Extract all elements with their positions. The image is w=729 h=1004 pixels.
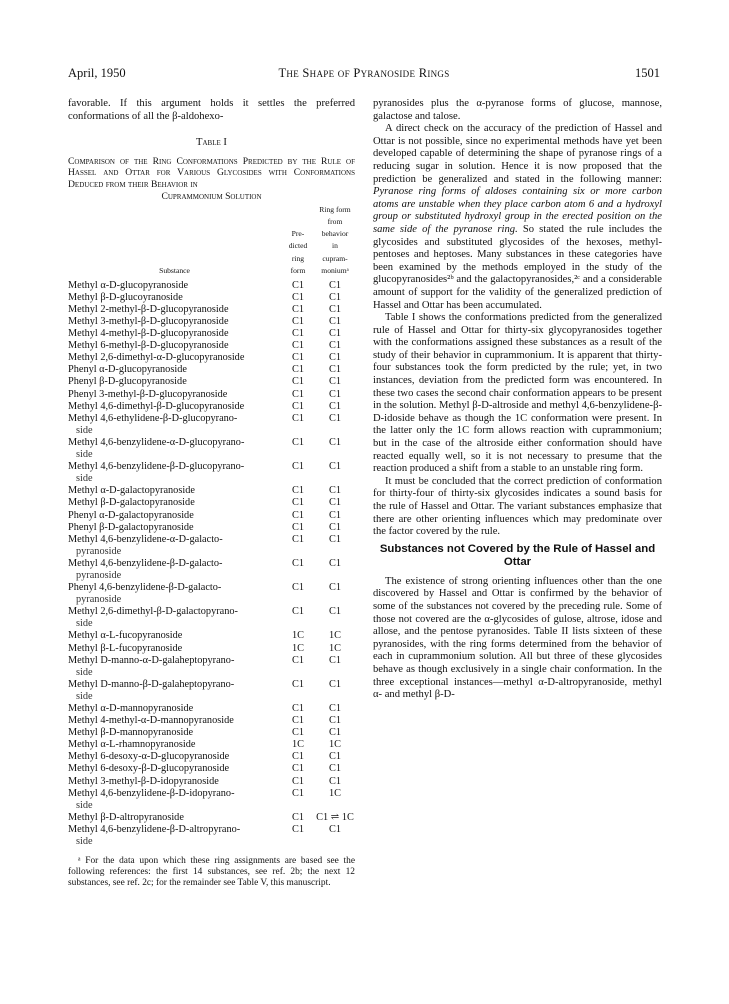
right-column: [373, 98, 662, 702]
table-row: [68, 751, 355, 763]
predicted-cell: C1: [291, 328, 305, 340]
empty-cell: [281, 546, 315, 558]
table-row-continuation: [68, 691, 355, 703]
table-row: [68, 655, 355, 667]
table-footnote: ᵃ For the data upon which these ring assignments are based see the following references: the first 14 substances, see ref. 2b; the next 12 substances, see ref. 2c; for the remainder see Table V, this manuscript.: [68, 856, 355, 889]
intro-paragraph: favorable. If this argument holds it settles the preferred conformations of all the β-aldohexo-: [68, 98, 355, 122]
table-row: [68, 364, 355, 376]
table-row: [68, 824, 355, 836]
substance-continuation: side: [76, 424, 93, 436]
substance-cell: Methyl 4,6-benzylidene-β-D-galacto-: [68, 557, 223, 569]
substance-cell: Methyl 4,6-benzylidene-α-D-galacto-: [68, 533, 223, 545]
predicted-cell: C1: [291, 436, 305, 448]
substance-cell: Methyl 4,6-benzylidene-α-D-glucopyrano-: [68, 436, 245, 448]
substance-cell: Phenyl 4,6-benzylidene-β-D-galacto-: [68, 582, 222, 594]
table-row: [68, 522, 355, 534]
left-column: [68, 98, 355, 889]
substance-cell: Methyl 2,6-dimethyl-β-D-galactopyrano-: [68, 606, 238, 618]
table-row: [68, 304, 355, 316]
table-row-continuation: [68, 667, 355, 679]
page-number: 1501: [635, 66, 660, 80]
substance-cell: Methyl β-D-altropyranoside: [68, 811, 184, 823]
predicted-cell: C1: [291, 352, 305, 364]
table-row: [68, 437, 355, 449]
empty-cell: [315, 691, 355, 703]
ring-form-cell: 1C: [328, 787, 342, 799]
substance-cell: Methyl D-manno-β-D-galaheptopyrano-: [68, 678, 235, 690]
substance-cell: Phenyl α-D-galactopyranoside: [68, 509, 194, 521]
predicted-cell: C1: [291, 654, 305, 666]
substance-cell: Methyl α-L-rhamnopyranoside: [68, 739, 196, 751]
ring-form-cell: C1 ⇌ 1C: [316, 811, 354, 823]
ring-form-cell: C1: [328, 727, 342, 739]
ring-form-cell: C1: [328, 461, 342, 473]
table-row: [68, 679, 355, 691]
substance-cell: Phenyl 3-methyl-β-D-glucopyranoside: [68, 388, 228, 400]
table-row: [68, 316, 355, 328]
substance-cell: Methyl 4,6-ethylidene-β-D-glucopyrano-: [68, 412, 238, 424]
substance-cell: Phenyl β-D-glucopyranoside: [68, 376, 187, 388]
ring-form-cell: C1: [328, 497, 342, 509]
predicted-cell: C1: [291, 497, 305, 509]
predicted-cell: C1: [291, 678, 305, 690]
predicted-cell: C1: [291, 316, 305, 327]
table-row-continuation: [68, 836, 355, 848]
col-header-ring-form: Ring form from behavior in cupram- moniumᵃ: [319, 205, 351, 275]
ring-form-cell: C1: [328, 582, 342, 594]
ring-form-cell: C1: [328, 279, 342, 291]
empty-cell: [281, 667, 315, 679]
substance-cell: Methyl 4,6-benzylidene-β-D-glucopyrano-: [68, 461, 245, 473]
table-row-continuation: [68, 570, 355, 582]
table-row: [68, 582, 355, 594]
table-row: [68, 763, 355, 775]
col-header-substance: Substance: [159, 265, 190, 275]
substance-continuation: side: [76, 473, 93, 485]
ring-form-cell: C1: [328, 328, 342, 340]
table-row: [68, 788, 355, 800]
substance-cell: Methyl 4,6-benzylidene-β-D-altropyrano-: [68, 823, 241, 835]
predicted-cell: C1: [291, 606, 305, 618]
table-row: [68, 352, 355, 364]
ring-form-cell: C1: [328, 352, 342, 364]
paragraph-2-end: So stated the rule includes the glycosides and substituted glycosides of the hexoses, methyl-pentoses and heptoses. Many substances in these categories have been examined by the methods employed in the study of the glucopyranosides²ᵇ and the galactopyranosides,²ᶜ and a considerable amount of support for the validity of the generalized prediction of Hassel and Ottar has been accumulated.: [373, 223, 662, 311]
table-row: [68, 606, 355, 618]
predicted-cell: 1C: [291, 630, 305, 642]
predicted-cell: C1: [291, 303, 305, 315]
empty-cell: [315, 667, 355, 679]
substance-continuation: pyranoside: [76, 545, 122, 557]
empty-cell: [281, 618, 315, 630]
substance-cell: Methyl 3-methyl-β-D-idopyranoside: [68, 775, 219, 787]
predicted-cell: C1: [291, 715, 305, 727]
ring-form-cell: C1: [328, 533, 342, 545]
predicted-cell: C1: [291, 461, 305, 473]
predicted-cell: C1: [291, 582, 305, 594]
empty-cell: [315, 546, 355, 558]
empty-cell: [315, 618, 355, 630]
ring-form-cell: 1C: [328, 642, 342, 654]
substance-cell: Methyl 6-desoxy-α-D-glucopyranoside: [68, 751, 230, 763]
predicted-cell: C1: [291, 364, 305, 376]
table-row: [68, 328, 355, 340]
predicted-cell: C1: [291, 412, 305, 424]
table-caption-text: Comparison of the Ring Conformations Predicted by the Rule of Hassel and Ottar for Various Glycosides with Conformations Deduced from their Behavior in: [68, 155, 355, 190]
substance-continuation: side: [76, 836, 93, 848]
table-row: [68, 485, 355, 497]
table-row: [68, 727, 355, 739]
empty-cell: [315, 425, 355, 437]
predicted-cell: C1: [291, 775, 305, 787]
table-row: [68, 510, 355, 522]
page-header: [68, 66, 660, 84]
ring-form-cell: C1: [328, 291, 342, 303]
predicted-cell: C1: [291, 340, 305, 352]
paragraph-2: [373, 123, 662, 312]
paragraph-2-start: A direct check on the accuracy of the prediction of Hassel and Ottar is not possible, since no experimental methods have yet been developed capable of determining the shape of pyranose rings of a reducing sugar in solution. Hence it is now proposed that the prediction be generalized and stated in the following manner:: [373, 123, 662, 185]
predicted-cell: 1C: [291, 642, 305, 654]
empty-cell: [281, 594, 315, 606]
substance-cell: Methyl β-D-galactopyranoside: [68, 497, 195, 509]
predicted-cell: C1: [291, 485, 305, 497]
table-row: [68, 401, 355, 413]
empty-cell: [281, 691, 315, 703]
ring-form-cell: C1: [328, 557, 342, 569]
predicted-cell: C1: [291, 388, 305, 400]
substance-cell: Methyl α-D-galactopyranoside: [68, 485, 195, 497]
paragraph-3: Table I shows the conformations predicted from the generalized rule of Hassel and Ottar for thirty-six glycopyranosides together with the conformations assigned these substances as a result of the study of their behavior in cuprammonium. It is apparent that thirty-four substances took the form predicted by the rule; yet, in two instances, deviation from the predicted form was encountered. In these two cases the second chair conformation appears to be present in the solution. Methyl β-D-altroside and methyl 4,6-benzylidene-β-D-idoside behave as though the 1C conformation were present. In the latter only the 1C form allows reaction with cuprammonium; but in the case of the altroside either conformation should have reacted equally well, so it is not necessary to presume that the reaction produced a shift from a stable to an unstable ring form.: [373, 312, 662, 475]
ring-form-cell: C1: [328, 678, 342, 690]
substance-cell: Methyl 4-methyl-β-D-glucopyranoside: [68, 328, 229, 340]
section-heading: Substances not Covered by the Rule of Hassel and Ottar: [379, 542, 656, 569]
substance-continuation: pyranoside: [76, 569, 122, 581]
predicted-cell: C1: [291, 279, 305, 291]
predicted-cell: C1: [291, 823, 305, 835]
table-title: Table I: [196, 137, 227, 149]
ring-form-cell: C1: [328, 654, 342, 666]
paragraph-4: It must be concluded that the correct prediction of conformation for thirty-four of thirty-six glycosides indicates a sound basis for the rule of Hassel and Ottar. The variant substances emphasize that there are other orienting influences which may predominate over the factor covered by the rule.: [373, 475, 662, 538]
table-row: [68, 630, 355, 642]
ring-form-cell: C1: [328, 606, 342, 618]
table-row: [68, 340, 355, 352]
ring-form-cell: C1: [328, 303, 342, 315]
table-row: [68, 739, 355, 751]
substance-continuation: side: [76, 799, 93, 811]
empty-cell: [281, 570, 315, 582]
col-header-predicted: Pre- dicted ring form: [288, 229, 308, 275]
substance-continuation: side: [76, 666, 93, 678]
predicted-cell: C1: [291, 509, 305, 521]
ring-form-cell: C1: [328, 823, 342, 835]
ring-form-cell: C1: [328, 340, 342, 352]
substance-cell: Methyl 6-methyl-β-D-glucopyranoside: [68, 340, 229, 352]
ring-conformation-table: [68, 204, 355, 848]
table-row-continuation: [68, 425, 355, 437]
running-title: The Shape of Pyranoside Rings: [278, 66, 450, 80]
predicted-cell: C1: [291, 763, 305, 775]
predicted-cell: C1: [291, 557, 305, 569]
substance-cell: Methyl α-D-mannopyranoside: [68, 703, 194, 714]
table-row-continuation: [68, 449, 355, 461]
substance-cell: Methyl β-D-mannopyranoside: [68, 727, 194, 739]
empty-cell: [315, 800, 355, 812]
table-body: [68, 280, 355, 848]
predicted-cell: C1: [291, 521, 305, 533]
table-row: [68, 292, 355, 304]
substance-cell: Methyl 6-desoxy-β-D-glucopyranoside: [68, 763, 230, 775]
empty-cell: [315, 473, 355, 485]
predicted-cell: 1C: [291, 739, 305, 751]
table-row: [68, 389, 355, 401]
ring-form-cell: C1: [328, 364, 342, 376]
table-row: [68, 497, 355, 509]
substance-cell: Methyl 2,6-dimethyl-α-D-glucopyranoside: [68, 352, 245, 364]
table-row-continuation: [68, 473, 355, 485]
empty-cell: [315, 836, 355, 848]
predicted-cell: C1: [291, 376, 305, 388]
predicted-cell: C1: [291, 751, 305, 763]
ring-form-cell: C1: [328, 412, 342, 424]
table-row-continuation: [68, 800, 355, 812]
table-row-continuation: [68, 546, 355, 558]
substance-cell: Methyl β-D-glucoyranoside: [68, 291, 183, 303]
empty-cell: [281, 449, 315, 461]
table-row: [68, 812, 355, 824]
ring-form-cell: C1: [328, 485, 342, 497]
ring-form-cell: C1: [328, 388, 342, 400]
table-row: [68, 643, 355, 655]
predicted-cell: C1: [291, 400, 305, 412]
predicted-cell: C1: [291, 727, 305, 739]
table-row: [68, 280, 355, 292]
table-caption-last: Cuprammonium Solution: [161, 190, 262, 202]
substance-cell: Methyl α-L-fucopyranoside: [68, 630, 183, 642]
table-caption: [68, 156, 355, 202]
predicted-cell: C1: [291, 291, 305, 303]
table-row: [68, 461, 355, 473]
table-row-continuation: [68, 594, 355, 606]
substance-cell: Phenyl β-D-galactopyranoside: [68, 521, 194, 533]
empty-cell: [315, 594, 355, 606]
substance-cell: Methyl D-manno-α-D-galaheptopyrano-: [68, 654, 235, 666]
table-row: [68, 715, 355, 727]
ring-form-cell: C1: [328, 509, 342, 521]
ring-form-cell: C1: [328, 703, 342, 714]
empty-cell: [315, 570, 355, 582]
ring-form-cell: C1: [328, 763, 342, 775]
table-row-continuation: [68, 618, 355, 630]
substance-cell: Methyl 3-methyl-β-D-glucopyranoside: [68, 316, 229, 327]
ring-form-cell: C1: [328, 436, 342, 448]
substance-continuation: side: [76, 690, 93, 702]
table-row: [68, 558, 355, 570]
substance-cell: Methyl α-D-glucopyranoside: [68, 279, 189, 291]
substance-continuation: pyranoside: [76, 594, 122, 606]
predicted-cell: C1: [291, 811, 305, 823]
empty-cell: [281, 800, 315, 812]
predicted-cell: C1: [291, 533, 305, 545]
substance-cell: Methyl 4,6-benzylidene-β-D-idopyrano-: [68, 787, 235, 799]
ring-form-cell: 1C: [328, 739, 342, 751]
ring-form-cell: C1: [328, 751, 342, 763]
substance-cell: Methyl 2-methyl-β-D-glucopyranoside: [68, 303, 229, 315]
predicted-cell: C1: [291, 703, 305, 714]
substance-continuation: side: [76, 449, 93, 461]
substance-cell: Methyl β-L-fucopyranoside: [68, 642, 183, 654]
substance-cell: Phenyl α-D-glucopyranoside: [68, 364, 187, 376]
ring-form-cell: C1: [328, 715, 342, 727]
table-header-row: [68, 204, 355, 280]
paragraph-1: pyranosides plus the α-pyranose forms of glucose, mannose, galactose and talose.: [373, 98, 662, 122]
ring-form-cell: C1: [328, 376, 342, 388]
empty-cell: [281, 473, 315, 485]
ring-form-cell: C1: [328, 400, 342, 412]
table-row: [68, 376, 355, 388]
ring-form-cell: 1C: [328, 630, 342, 642]
header-date: April, 1950: [68, 66, 126, 80]
table-row: [68, 776, 355, 788]
table-row: [68, 413, 355, 425]
table-row: [68, 703, 355, 715]
substance-continuation: side: [76, 618, 93, 630]
paragraph-2-rule: Pyranose ring forms of aldoses containing six or more carbon atoms are unstable when they place carbon atom 6 and a hydroxyl group or substituted hydroxyl group in the erected position on the same side of the pyranose ring.: [373, 186, 662, 235]
empty-cell: [315, 449, 355, 461]
empty-cell: [281, 836, 315, 848]
predicted-cell: C1: [291, 787, 305, 799]
ring-form-cell: C1: [328, 316, 342, 327]
ring-form-cell: C1: [328, 521, 342, 533]
substance-cell: Methyl 4,6-dimethyl-β-D-glucopyranoside: [68, 400, 245, 412]
ring-form-cell: C1: [328, 775, 342, 787]
empty-cell: [281, 425, 315, 437]
paragraph-5: The existence of strong orienting influences other than the one discovered by Hassel and Ottar is confirmed by the behavior of some of the substances not covered by the preceding rule. Some of those not covered are the α-glycosides of gulose, altrose, idose and allose, and the pentose pyranosides. Table II lists sixteen of these pyranosides, with the ring forms determined from the behavior of each in cuprammonium solution. All but three of these glycosides behave as though exclusively in a single chair conformation. In the three exceptional instances—methyl α-D-altropyranoside, methyl α- and methyl β-D-: [373, 575, 662, 701]
substance-cell: Methyl 4-methyl-α-D-mannopyranoside: [68, 715, 234, 727]
table-row: [68, 534, 355, 546]
